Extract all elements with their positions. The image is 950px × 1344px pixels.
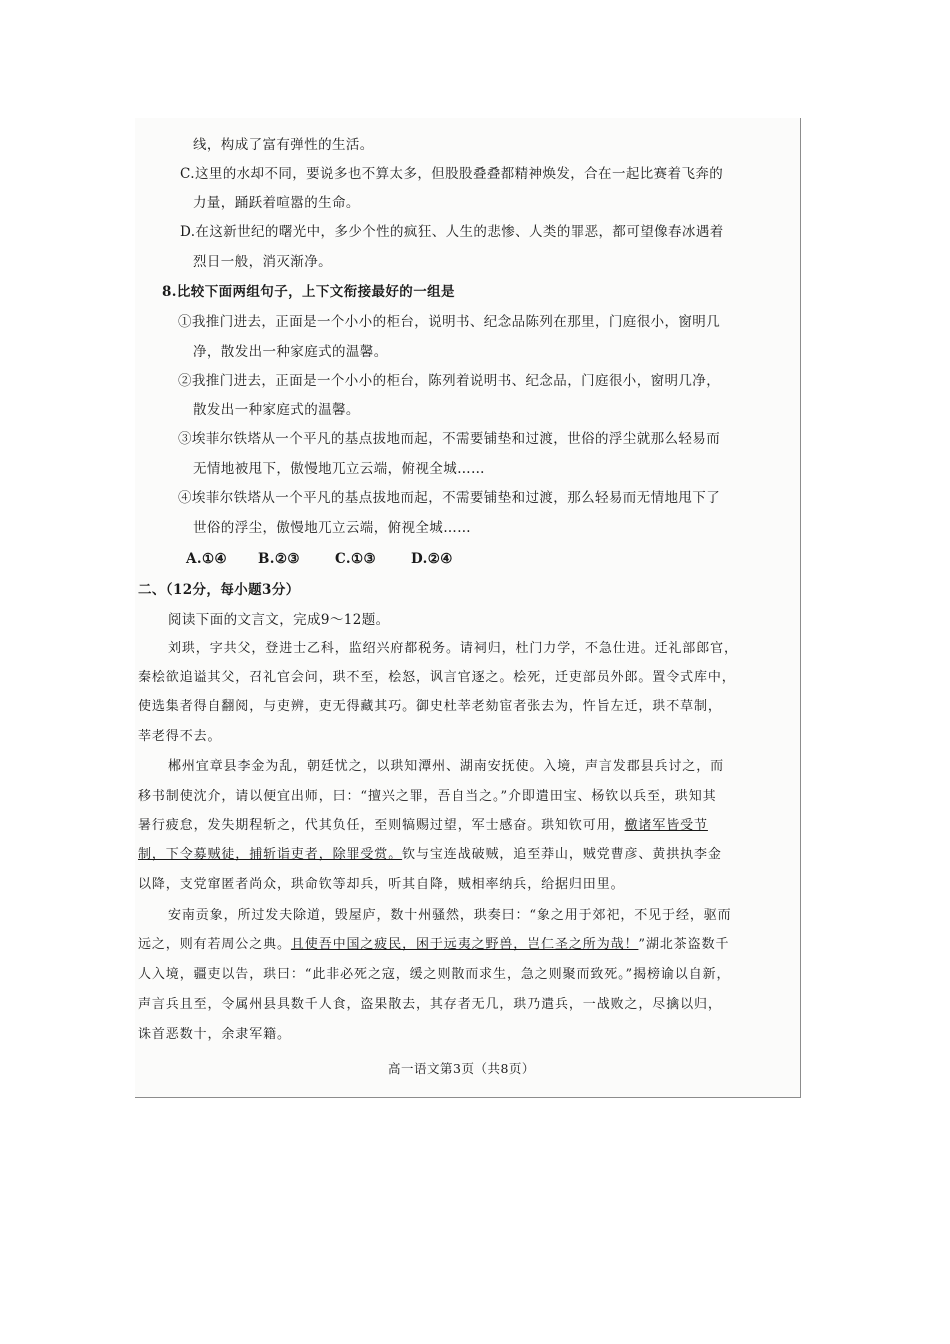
q8-sentence-4-line1: ④埃菲尔铁塔从一个平凡的基点拔地而起，不需要铺垫和过渡，那么轻易而无情地甩下了 [178,490,721,506]
passage-p2-line5: 以降，支党窜匿者尚众，珙命钦等却兵，听其自降，贼相率纳兵，给据归田里。 [138,877,625,892]
q8-sentence-1-line2: 净，散发出一种家庭式的温馨。 [193,344,388,360]
q7-option-b-continuation: 线，构成了富有弹性的生活。 [193,137,374,153]
q8-sentence-2-line1: ②我推门进去，正面是一个小小的柜台，陈列着说明书、纪念品，门庭很小，窗明几净， [178,373,721,389]
passage-p3-line3: 人入境，疆吏以告，珙曰：“此非必死之寇，缓之则散而求生，急之则聚而致死。”揭榜谕以自新， [138,967,731,982]
passage-p3-line1: 安南贡象，所过发夫除道，毁屋庐，数十州骚然，珙奏曰：“象之用于郊祀，不见于经，驱而 [168,908,732,923]
passage-p1-line3: 使选集者得自翻阅，与吏辨，吏无得藏其巧。御史杜莘老劾宦者张去为，忤旨左迁，珙不草制， [138,699,722,714]
q7-option-d-line2: 烈日一般，消灭渐净。 [193,254,332,270]
passage-p3-line4: 声言兵且至，令属州县具数千人食，盗果散去，其存者无几，珙乃遣兵，一战败之，尽擒以归， [138,997,722,1012]
q8-option-a: A.①④ [186,551,227,567]
section-2-instruction: 阅读下面的文言文，完成9～12题。 [168,612,390,628]
passage-p2-line4-text: 钦与宝连战破贼，追至莽山，贼党曹彦、黄拱执李金 [402,847,722,862]
underlined-sentence: 制，下令募贼徒，捕斩诣吏者，除罪受赏。 [138,847,403,862]
passage-p2-line4 [138,846,722,864]
passage-p1-line2: 秦桧欲追谥其父，召礼官会问，珙不至，桧怒，讽言官逐之。桧死，迁吏部员外郎。置令式库中， [138,670,736,685]
q8-sentence-3-line2: 无情地被甩下，傲慢地兀立云端，俯视全城…… [193,461,485,477]
underlined-sentence: 檄诸军皆受节 [624,818,708,833]
q7-option-c-line1: C.这里的水却不同，要说多也不算太多，但股股叠叠都精神焕发，合在一起比赛着飞奔的 [180,166,724,182]
passage-p3-line2-tail: ”湖北茶盗数千 [638,937,730,952]
page-footer: 高一语文第3页（共8页） [388,1061,535,1076]
q8-sentence-2-line2: 散发出一种家庭式的温馨。 [193,402,360,418]
section-2-heading: 二、（12分，每小题3分） [138,582,300,598]
passage-p1-line4: 莘老得不去。 [138,729,222,744]
q8-sentence-1-line1: ①我推门进去，正面是一个小小的柜台，说明书、纪念品陈列在那里，门庭很小，窗明几 [178,314,721,330]
q8-option-d: D.②④ [411,551,453,567]
q7-option-d-line1: D.在这新世纪的曙光中，多少个性的疯狂、人生的悲惨、人类的罪恶，都可望像春冰遇着 [180,224,724,240]
passage-p2-line3-text: 暑行疲怠，发失期程斩之，代其负任，至则犒赐过望，军士感奋。珙知钦可用， [138,818,625,833]
q8-stem: 8.比较下面两组句子，上下文衔接最好的一组是 [162,284,455,300]
q8-sentence-3-line1: ③埃菲尔铁塔从一个平凡的基点拔地而起，不需要铺垫和过渡，世俗的浮尘就那么轻易而 [178,431,721,447]
passage-p2-line2: 移书制使沈介，请以便宜出师，曰：“擅兴之罪，吾自当之。”介即遣田宝、杨钦以兵至，珙知其 [138,789,717,804]
passage-p2-line1: 郴州宜章县李金为乱，朝廷忧之，以珙知潭州、湖南安抚使。入境，声言发郡县兵讨之，而 [168,759,725,774]
q8-sentence-4-line2: 世俗的浮尘，傲慢地兀立云端，俯视全城…… [193,520,471,536]
q8-option-c: C.①③ [335,551,377,567]
passage-p3-line5: 诛首恶数十，余隶军籍。 [138,1027,291,1042]
passage-p1-line1: 刘珙，字共父，登进士乙科，监绍兴府都税务。请祠归，杜门力学，不急仕进。迁礼部郎官， [168,641,738,656]
passage-p3-line2 [138,936,729,954]
underlined-sentence: 且使吾中国之疲民，困于远夷之野兽，岂仁圣之所为哉！ [290,937,639,952]
q8-option-b: B.②③ [258,551,300,567]
q7-option-c-line2: 力量，踊跃着喧嚣的生命。 [193,195,360,211]
passage-p2-line3 [138,817,708,835]
passage-p3-line2-text: 远之，则有若周公之典。 [138,937,291,952]
